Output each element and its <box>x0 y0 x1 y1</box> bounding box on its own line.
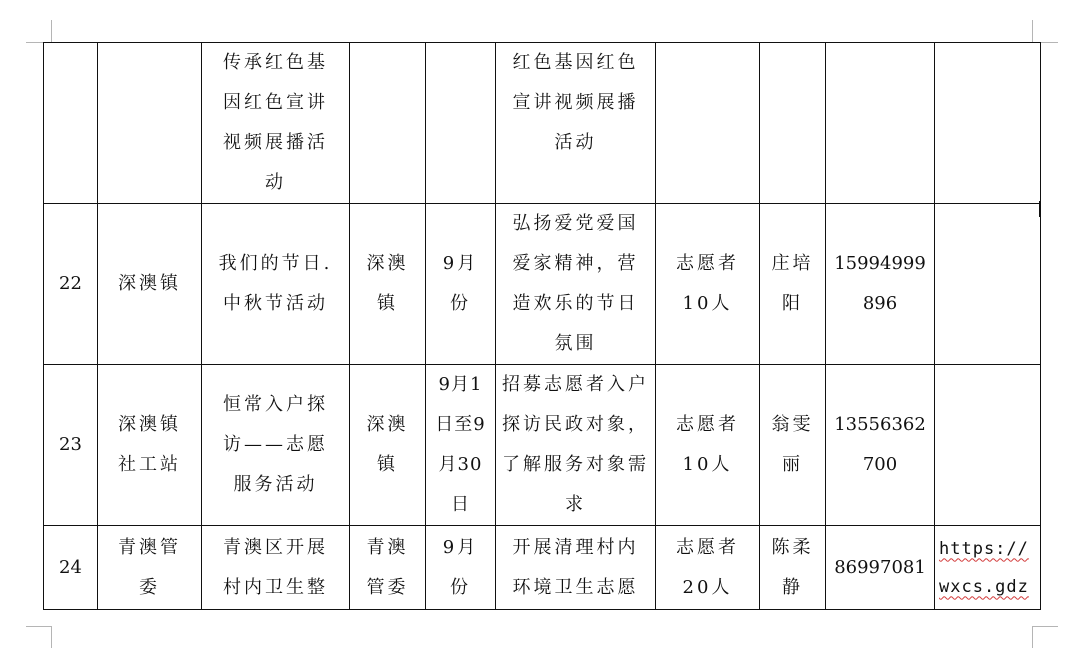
organization-cell <box>98 43 202 204</box>
activity-table <box>43 42 1041 610</box>
location-cell: 深澳镇 <box>350 204 426 365</box>
time-cell: 9月份 <box>426 204 496 365</box>
row-number-cell: 22 <box>44 204 98 365</box>
table-row <box>44 365 1041 526</box>
activity-name-cell: 青澳区开展村内卫生整 <box>202 526 350 610</box>
time-cell <box>426 43 496 204</box>
content-cell: 红色基因红色宣讲视频展播活动 <box>496 43 656 204</box>
phone-cell <box>826 43 935 204</box>
contact-person-cell: 翁雯丽 <box>760 365 826 526</box>
url-cell <box>935 43 1041 204</box>
contact-person-cell <box>760 43 826 204</box>
crop-mark-bottom-right <box>1032 626 1058 627</box>
activity-name-cell: 恒常入户探访——志愿服务活动 <box>202 365 350 526</box>
volunteers-cell: 志愿者10人 <box>656 365 760 526</box>
phone-cell: 15994999896 <box>826 204 935 365</box>
time-cell: 9月1日至9月30日 <box>426 365 496 526</box>
table-row <box>44 43 1041 204</box>
time-cell: 9月份 <box>426 526 496 610</box>
contact-person-cell: 陈柔静 <box>760 526 826 610</box>
content-cell: 开展清理村内环境卫生志愿 <box>496 526 656 610</box>
content-cell: 招募志愿者入户探访民政对象，了解服务对象需求 <box>496 365 656 526</box>
url-cell <box>935 204 1041 365</box>
crop-mark-bottom-left <box>26 626 52 627</box>
row-number-cell <box>44 43 98 204</box>
crop-mark-top-left <box>51 20 52 42</box>
table-row <box>44 204 1041 365</box>
organization-cell: 青澳管委 <box>98 526 202 610</box>
activity-name-cell: 我们的节日.中秋节活动 <box>202 204 350 365</box>
crop-mark-bottom-left <box>51 626 52 648</box>
location-cell <box>350 43 426 204</box>
organization-cell: 深澳镇 <box>98 204 202 365</box>
volunteers-cell: 志愿者20人 <box>656 526 760 610</box>
table-row <box>44 526 1041 610</box>
row-number-cell: 24 <box>44 526 98 610</box>
row-number-cell: 23 <box>44 365 98 526</box>
crop-mark-top-right <box>1032 20 1033 42</box>
volunteers-cell: 志愿者10人 <box>656 204 760 365</box>
url-cell <box>935 526 1041 610</box>
location-cell: 青澳管委 <box>350 526 426 610</box>
url-cell <box>935 365 1041 526</box>
activity-name-cell: 传承红色基因红色宣讲视频展播活动 <box>202 43 350 204</box>
phone-cell: 13556362700 <box>826 365 935 526</box>
text-cursor <box>1039 201 1041 217</box>
location-cell: 深澳镇 <box>350 365 426 526</box>
volunteers-cell <box>656 43 760 204</box>
url-text: https://wxcs.gdz <box>939 538 1029 597</box>
content-cell: 弘扬爱党爱国爱家精神，营造欢乐的节日氛围 <box>496 204 656 365</box>
crop-mark-bottom-right <box>1032 626 1033 648</box>
organization-cell: 深澳镇社工站 <box>98 365 202 526</box>
phone-cell: 86997081 <box>826 526 935 610</box>
contact-person-cell: 庄培阳 <box>760 204 826 365</box>
